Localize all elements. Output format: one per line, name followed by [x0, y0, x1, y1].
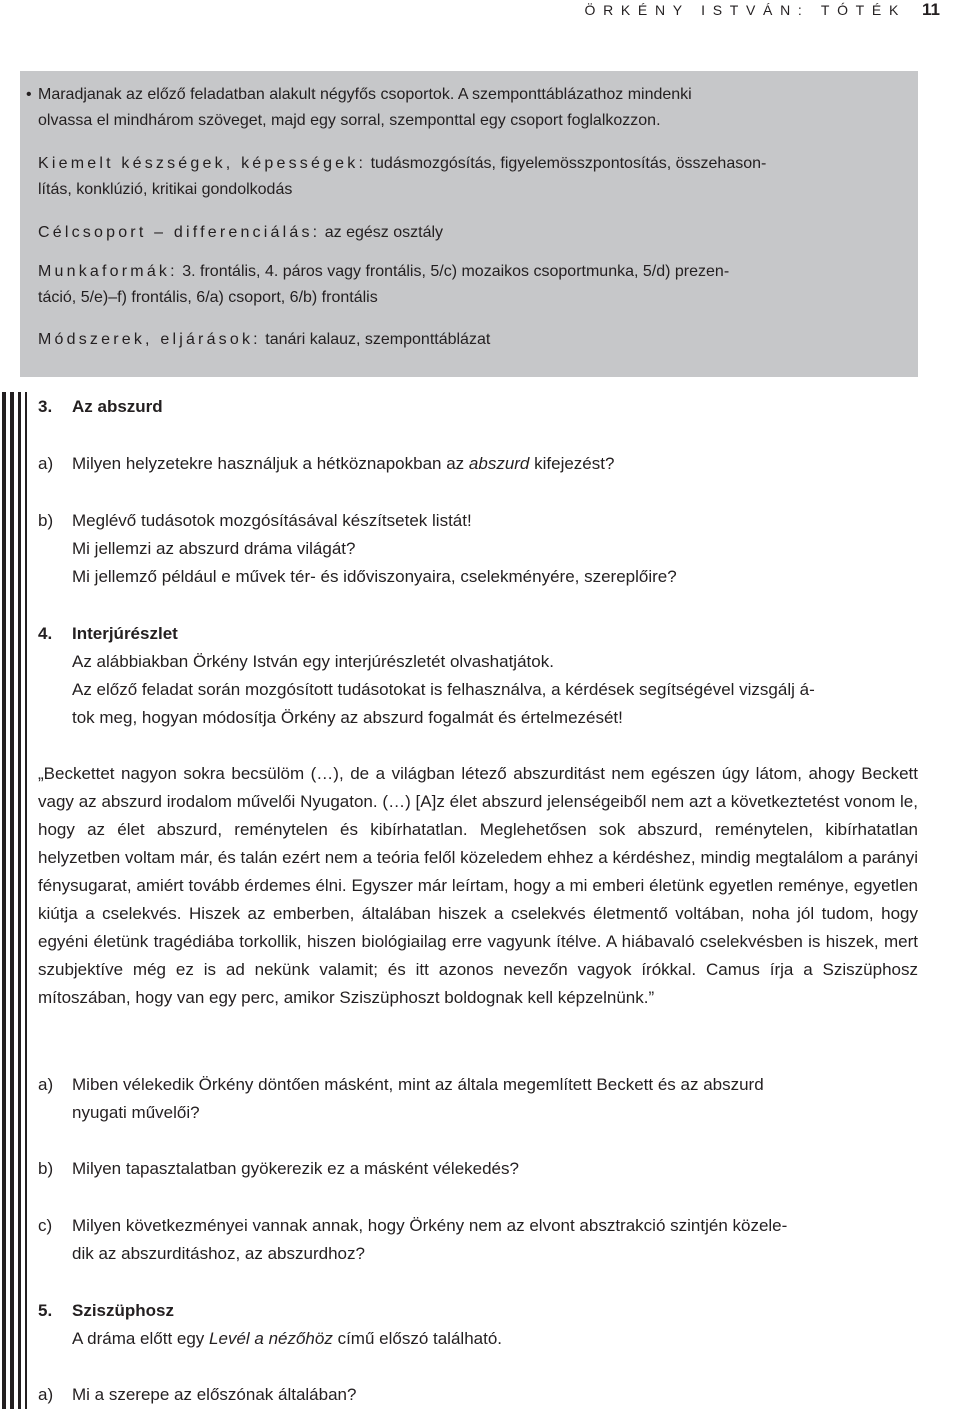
methods-row	[38, 327, 914, 353]
margin-bar	[2, 392, 6, 1409]
bullet-icon: •	[26, 86, 32, 103]
section-3-title: Az abszurd	[72, 397, 163, 416]
section-4-intro-1: Az alábbiakban Örkény István egy interjúrészletét olvashatjátok.	[72, 652, 554, 671]
skills-row	[38, 151, 914, 203]
margin-bars	[0, 392, 30, 1409]
section-5-a-text: Mi a szerepe az előszónak általában?	[72, 1385, 357, 1404]
section-5-a-label: a)	[38, 1385, 54, 1404]
interview-quote: „Beckettet nagyon sokra becsülöm (…), de a világban létező abszurditást nem egészen úgy látom, ahogy Beckett vagy az abszurd irodalom művelői Nyugaton. (…) [A]z élet abszurd jelenségeiből nem azt a következtetést vonom le, hogy az élet abszurd, reménytelen és kibírhatatlan. Meglehetősen sok abszurd, reménytelen, kibírhatatlan helyzetben voltam már, és talán ezért nem a teória felől közeledem ehhez a kérdéshez, mindig megtalálom a parányi fénysugarat, amiért tovább érdemes élni. Egyszer már leírtam, hogy a mi emberi életünk egyetlen reménye, egyetlen kiútja a cselekvés. Hiszek az emberben, általában hiszek a cselekvés életmentő voltában, noha jól tudom, hogy egyéni életünk tragédiába torkollik, hiszen biológiailag erre vagyunk ítélve. A hiábavaló cselekvésben is hiszek, mert szubjektíve még ez is ad nekünk valamit; és itt azonos nevezőn vagyok írókkal. Camus írja a Sziszüphosz mítoszában, hogy van egy perc, amikor Sziszüphoszt boldognak kell képzelnünk.”	[38, 764, 918, 1007]
skills-label: Kiemelt készségek, képességek:	[38, 155, 367, 172]
section-5-number: 5.	[38, 1301, 53, 1320]
section-3-a-question	[72, 450, 918, 478]
teacher-notes-box	[20, 71, 918, 377]
section-4-c-label: c)	[38, 1216, 53, 1235]
section-3-a-label: a)	[38, 454, 54, 473]
italic-title: Levél a nézőhöz	[209, 1329, 333, 1348]
forms-text-2: táció, 5/e)–f) frontális, 6/a) csoport, 6/b) frontális	[38, 289, 378, 306]
forms-label: Munkaformák:	[38, 263, 178, 280]
forms-row	[38, 259, 914, 311]
section-4-b-text: Milyen tapasztalatban gyökerezik ez a másként vélekedés?	[72, 1159, 519, 1178]
section-4-a-label: a)	[38, 1075, 54, 1094]
section-4-number: 4.	[38, 624, 53, 643]
section-4-intro-3: tok meg, hogyan módosítja Örkény az abszurd fogalmát és értelmezését!	[72, 708, 623, 727]
bullet-instruction	[26, 82, 914, 134]
section-3-b-line-3: Mi jellemző például e művek tér- és időviszonyaira, cselekményére, szereplőire?	[72, 567, 677, 586]
section-3-b-line-2: Mi jellemzi az abszurd dráma világát?	[72, 539, 356, 558]
intro-text: című előszó található.	[332, 1329, 503, 1348]
section-5-title: Sziszüphosz	[72, 1301, 175, 1320]
section-4-b-label: b)	[38, 1159, 54, 1178]
question-text: Milyen helyzetekre használjuk a hétköznapokban az	[72, 454, 469, 473]
forms-text-1: 3. frontális, 4. páros vagy frontális, 5/c) mozaikos csoportmunka, 5/d) prezen-	[182, 263, 730, 280]
bullet-line-2: olvassa el mindhárom szöveget, majd egy sorral, szemponttal egy csoport foglalkozzon.	[38, 112, 661, 129]
skills-text-2: lítás, konklúzió, kritikai gondolkodás	[38, 181, 293, 198]
section-4-a-line-1: Miben vélekedik Örkény döntően másként, mint az általa megemlített Beckett és az abszurd	[72, 1075, 764, 1094]
section-5-intro	[72, 1325, 918, 1353]
target-text: az egész osztály	[324, 224, 444, 241]
section-4-a-line-2: nyugati művelői?	[72, 1103, 200, 1122]
section-4-c-line-2: dik az abszurditáshoz, az abszurdhoz?	[72, 1244, 365, 1263]
section-3-b-line-1: Meglévő tudásotok mozgósításával készítsetek listát!	[72, 511, 472, 530]
methods-text: tanári kalauz, szemponttáblázat	[265, 331, 491, 348]
margin-bar	[18, 392, 21, 1409]
page-number: 11	[922, 0, 940, 19]
question-text: kifejezést?	[529, 454, 615, 473]
section-4-intro-2: Az előző feladat során mozgósított tudásotokat is felhasználva, a kérdések segítségével vizsgálj á-	[72, 680, 815, 699]
running-header	[584, 0, 940, 20]
section-3-number: 3.	[38, 397, 53, 416]
intro-text: A dráma előtt egy	[72, 1329, 210, 1348]
section-4-title: Interjúrészlet	[72, 624, 178, 643]
margin-bar	[25, 392, 27, 1409]
section-4-c-line-1: Milyen következményei vannak annak, hogy Örkény nem az elvont absztrakció szintjén közele-	[72, 1216, 788, 1235]
target-label: Célcsoport – differenciálás:	[38, 224, 321, 241]
margin-bar	[10, 392, 14, 1409]
running-title: ÖRKÉNY ISTVÁN: TÓTÉK	[584, 2, 907, 18]
methods-label: Módszerek, eljárások:	[38, 331, 261, 348]
target-row	[38, 220, 914, 246]
section-3-b-label: b)	[38, 511, 54, 530]
skills-text-1: tudásmozgósítás, figyelemösszpontosítás, összehason-	[370, 155, 767, 172]
bullet-line-1: Maradjanak az előző feladatban alakult négyfős csoportok. A szemponttáblázathoz mindenki	[38, 86, 692, 103]
italic-term: abszurd	[468, 454, 530, 473]
